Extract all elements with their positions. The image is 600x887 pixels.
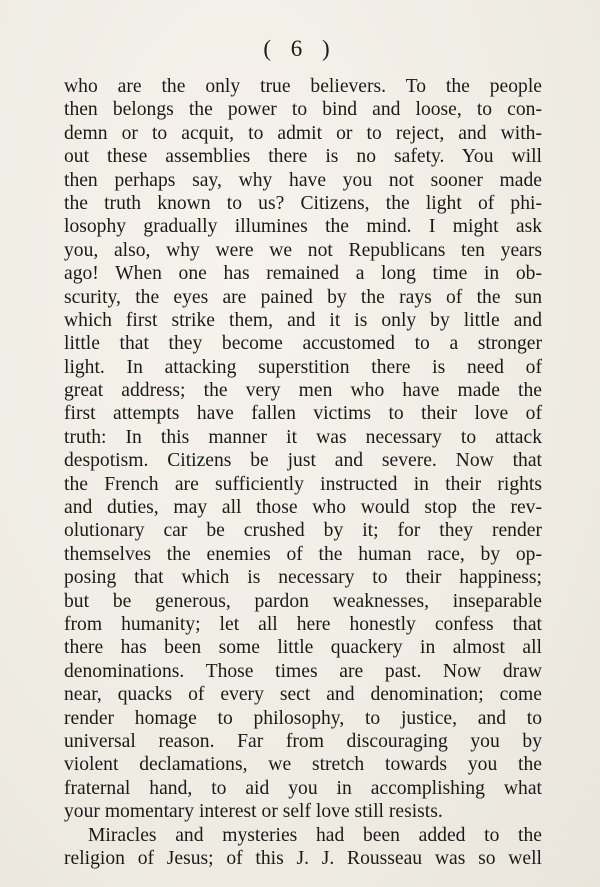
text-line: denominations. Those times are past. Now draw (64, 660, 542, 682)
text-line: fraternal hand, to aid you in accomplishing what (64, 777, 542, 799)
text-line: out these assemblies there is no safety. You will (64, 146, 542, 168)
text-line: the truth known to us? Citizens, the light of phi- (64, 192, 542, 214)
text-line: light. In attacking superstition there is need of (64, 356, 542, 378)
page-number: ( 6 ) (263, 36, 337, 61)
text-line: ago! When one has remained a long time in ob- (64, 263, 542, 285)
text-line: there has been some little quackery in almost all (64, 637, 542, 659)
text-line: olutionary car be crushed by it; for they render (64, 520, 542, 542)
text-line: scurity, the eyes are pained by the rays of the sun (64, 286, 542, 308)
paragraph (64, 824, 542, 871)
text-line: religion of Jesus; of this J. J. Rousseau was so well (64, 847, 542, 869)
text-line: but be generous, pardon weaknesses, inseparable (64, 590, 542, 612)
text-line: then belongs the power to bind and loose, to con- (64, 99, 542, 121)
text-line: despotism. Citizens be just and severe. Now that (64, 450, 542, 472)
text-line: demn or to acquit, to admit or to reject, and with- (64, 122, 542, 144)
body-text (64, 75, 542, 870)
text-line: violent declamations, we stretch towards you the (64, 754, 542, 776)
text-line: you, also, why were we not Republicans ten years (64, 239, 542, 261)
text-line: your momentary interest or self love still resists. (64, 801, 443, 823)
text-line: themselves the enemies of the human race, by op- (64, 543, 542, 565)
text-line: which first strike them, and it is only by little and (64, 309, 542, 331)
text-line: and duties, may all those who would stop the rev- (64, 497, 542, 519)
text-line: Miracles and mysteries had been added to the (88, 824, 542, 846)
text-line: near, quacks of every sect and denomination; come (64, 684, 542, 706)
text-line: universal reason. Far from discouraging you by (64, 730, 542, 752)
paragraph (64, 75, 542, 824)
text-line: who are the only true believers. To the people (64, 76, 542, 97)
text-line: truth: In this manner it was necessary to attack (64, 426, 542, 448)
text-line: great address; the very men who have made the (64, 380, 542, 402)
text-line: posing that which is necessary to their happiness; (64, 567, 542, 589)
text-line: the French are sufficiently instructed in their rights (64, 473, 542, 495)
text-line: little that they become accustomed to a stronger (64, 333, 542, 355)
text-line: from humanity; let all here honestly confess that (64, 613, 542, 635)
text-line: then perhaps say, why have you not sooner made (64, 169, 542, 191)
text-line: losophy gradually illumines the mind. I might ask (64, 216, 542, 238)
text-line: render homage to philosophy, to justice, and to (64, 707, 542, 729)
text-line: first attempts have fallen victims to their love of (64, 403, 542, 425)
